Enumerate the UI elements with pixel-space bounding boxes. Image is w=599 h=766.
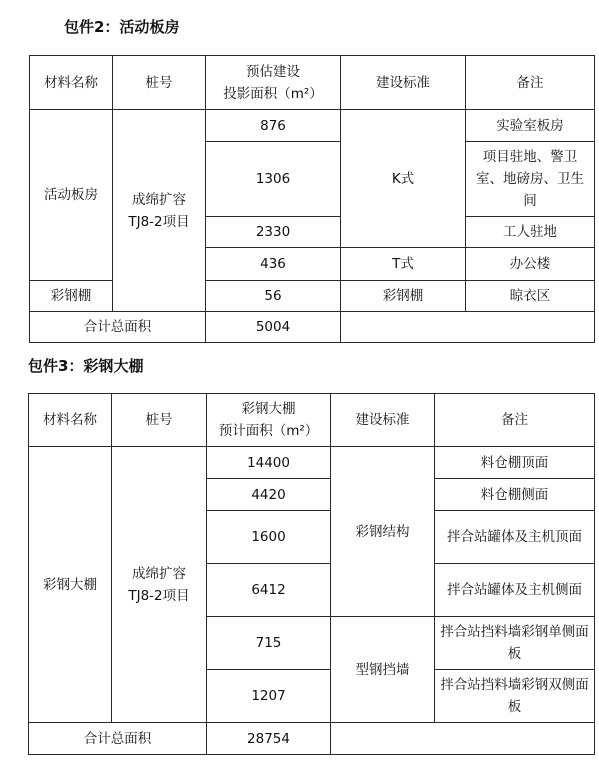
pile-line1: 成绵扩容 (132, 191, 186, 208)
total-row (29, 723, 595, 755)
standard-cell: 彩钢结构 (331, 447, 435, 617)
header-area (206, 56, 341, 110)
area-cell: 14400 (207, 447, 331, 479)
material-cell: 彩钢棚 (30, 281, 113, 312)
area-cell: 436 (206, 248, 341, 281)
total-label: 合计总面积 (30, 312, 206, 343)
header-area-line2: 投影面积（m²） (223, 85, 323, 102)
total-value: 28754 (207, 723, 331, 755)
standard-cell: T式 (341, 248, 466, 281)
total-row (30, 312, 595, 343)
table-header-row (29, 394, 595, 447)
pile-cell (112, 447, 207, 723)
header-standard: 建设标准 (341, 56, 466, 110)
remark-cell: 拌合站罐体及主机顶面 (435, 511, 595, 564)
table-row (29, 447, 595, 479)
pile-line1: 成绵扩容 (132, 565, 186, 582)
area-cell: 876 (206, 110, 341, 142)
remark-cell: 项目驻地、警卫室、地磅房、卫生间 (466, 142, 595, 217)
header-pile: 桩号 (113, 56, 206, 110)
total-empty-cell (341, 312, 595, 343)
remark-cell: 拌合站挡料墙彩钢单侧面板 (435, 617, 595, 670)
total-value: 5004 (206, 312, 341, 343)
area-cell: 2330 (206, 217, 341, 248)
standard-cell: 彩钢棚 (341, 281, 466, 312)
remark-cell: 实验室板房 (466, 110, 595, 142)
remark-cell: 料仓棚顶面 (435, 447, 595, 479)
table-row (30, 110, 595, 142)
standard-cell: K式 (341, 110, 466, 248)
header-material: 材料名称 (30, 56, 113, 110)
package2-table (29, 55, 595, 343)
header-pile: 桩号 (112, 394, 207, 447)
pile-cell (113, 110, 206, 312)
remark-cell: 工人驻地 (466, 217, 595, 248)
header-area-line1: 彩钢大棚 (241, 401, 296, 417)
header-remark: 备注 (466, 56, 595, 110)
header-standard: 建设标准 (331, 394, 435, 447)
area-cell: 56 (206, 281, 341, 312)
area-cell: 715 (207, 617, 331, 670)
total-empty-cell (331, 723, 595, 755)
header-area-line2: 预计面积（m²） (218, 423, 319, 439)
remark-cell: 拌合站罐体及主机侧面 (435, 564, 595, 617)
table-header-row (30, 56, 595, 110)
area-cell: 6412 (207, 564, 331, 617)
package2-title: 包件2：活动板房 (64, 18, 180, 36)
remark-cell: 晾衣区 (466, 281, 595, 312)
pile-line2: TJ8-2项目 (128, 587, 190, 604)
area-cell: 1306 (206, 142, 341, 217)
area-cell: 1600 (207, 511, 331, 564)
remark-cell: 办公楼 (466, 248, 595, 281)
total-label: 合计总面积 (29, 723, 207, 755)
material-cell: 彩钢大棚 (29, 447, 112, 723)
remark-cell: 料仓棚侧面 (435, 479, 595, 511)
remark-cell: 拌合站挡料墙彩钢双侧面板 (435, 670, 595, 723)
area-cell: 4420 (207, 479, 331, 511)
header-material: 材料名称 (29, 394, 112, 447)
header-area (207, 394, 331, 447)
header-remark: 备注 (435, 394, 595, 447)
material-cell: 活动板房 (30, 110, 113, 281)
package3-table (28, 393, 595, 755)
package3-title: 包件3：彩钢大棚 (28, 357, 144, 375)
area-cell: 1207 (207, 670, 331, 723)
standard-cell: 型钢挡墙 (331, 617, 435, 723)
pile-line2: TJ8-2项目 (128, 213, 190, 230)
header-area-line1: 预估建设 (246, 63, 300, 80)
